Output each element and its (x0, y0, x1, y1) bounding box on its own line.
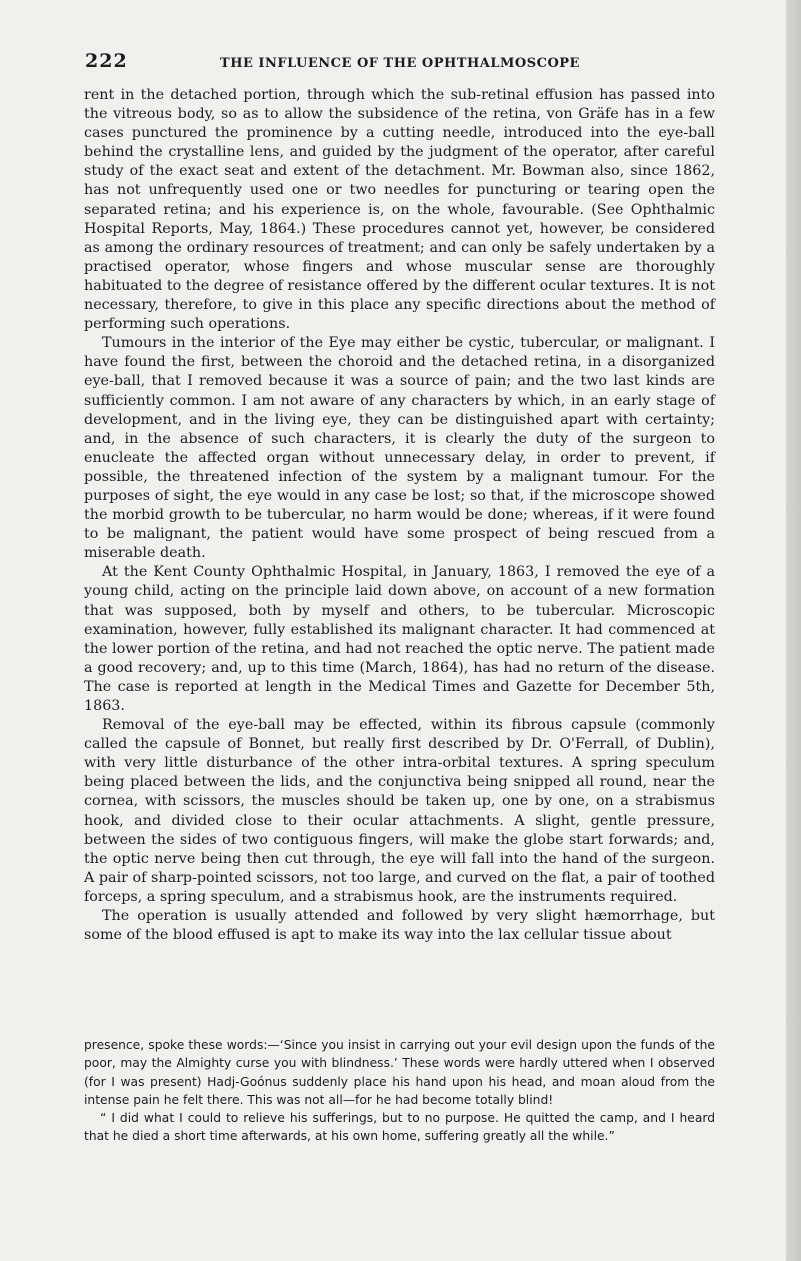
footnote-paragraph-curse: presence, spoke these words:—‘Since you insist in carrying out your evil design upon the funds of the poor, may the Almighty curse you with blindness.’ These words were hardly uttered when I observed (for I was present) Hadj-Goónus suddenly place his hand upon his head, and moan aloud from the intense pain he felt there. This was not all—for he had become totally blind! (84, 1038, 715, 1107)
paragraph-removal-of-eyeball: Removal of the eye-ball may be effected, within its fibrous capsule (commonly called the capsule of Bonnet, but really first described by Dr. O'Ferrall, of Dublin), with very little disturbance of the other intra-orbital textures. A spring speculum being placed between the lids, and the conjunctiva being snipped all round, near the cornea, with scissors, the muscles should be taken up, one by one, on a strabismus hook, and divided close to their ocular attachments. A slight, gentle pressure, between the sides of two contiguous fingers, will make the globe start forwards; and, the optic nerve being then cut through, the eye will fall into the hand of the surgeon. A pair of sharp-pointed scissors, not too large, and curved on the flat, a pair of toothed forceps, a spring speculum, and a strabismus hook, are the instruments required. (84, 717, 715, 905)
running-head: THE INFLUENCE OF THE OPHTHALMOSCOPE (220, 56, 580, 71)
paragraph-haemorrhage: The operation is usually attended and followed by very slight hæmorrhage, but some of the blood effused is apt to make its way into the lax cellular tissue about (84, 908, 715, 944)
footnote-paragraph-quote: “ I did what I could to relieve his sufferings, but to no purpose. He quitted the camp, and I heard that he died a short time afterwards, at his own home, suffering greatly all the while.” (84, 1111, 715, 1144)
page-edge-shadow (786, 0, 801, 1261)
paragraph-tumours: Tumours in the interior of the Eye may either be cystic, tubercular, or malignant. I have found the first, between the choroid and the detached retina, in a disorganized eye-ball, that I removed because it was a source of pain; and the two last kinds are sufficiently common. I am not aware of any characters by which, in an early stage of development, and in the living eye, they can be distinguished apart with certainty; and, in the absence of such characters, it is clearly the duty of the surgeon to enucleate the affected organ without unnecessary delay, in order to prevent, if possible, the threatened infection of the system by a malignant tumour. For the purposes of sight, the eye would in any case be lost; so that, if the microscope showed the morbid growth to be tubercular, no harm would be done; whereas, if it were found to be malignant, the patient would have some prospect of being rescued from a miserable death. (84, 335, 715, 562)
paragraph-kent-county-case: At the Kent County Ophthalmic Hospital, in January, 1863, I removed the eye of a young child, acting on the principle laid down above, on account of a new formation that was supposed, both by myself and others, to be tubercular. Microscopic examination, however, fully established its malignant character. It had commenced at the lower portion of the retina, and had not reached the optic nerve. The patient made a good recovery; and, up to this time (March, 1864), has had no return of the disease. The case is reported at length in the Medical Times and Gazette for December 5th, 1863. (84, 564, 715, 714)
paragraph-detachment-puncture: rent in the detached portion, through which the sub-retinal effusion has passed into the vitreous body, so as to allow the subsidence of the retina, von Gräfe has in a few cases punctured the prominence by a cutting needle, introduced into the eye-ball behind the crystalline lens, and guided by the judgment of the operator, after careful study of the exact seat and extent of the detachment. Mr. Bowman also, since 1862, has not unfrequently used one or two needles for puncturing or tearing open the separated retina; and his experience is, on the whole, favourable. (See Ophthalmic Hospital Reports, May, 1864.) These procedures cannot yet, however, be considered as among the ordinary resources of treatment; and can only be safely undertaken by a practised operator, whose fingers and whose muscular sense are thoroughly habituated to the degree of resistance offered by the different ocular textures. It is not necessary, therefore, to give in this place any specific directions about the method of performing such operations. (84, 87, 715, 333)
page-header (85, 50, 715, 76)
footnote (84, 1036, 715, 1146)
body-text (84, 86, 715, 945)
page-number: 222 (85, 50, 128, 72)
